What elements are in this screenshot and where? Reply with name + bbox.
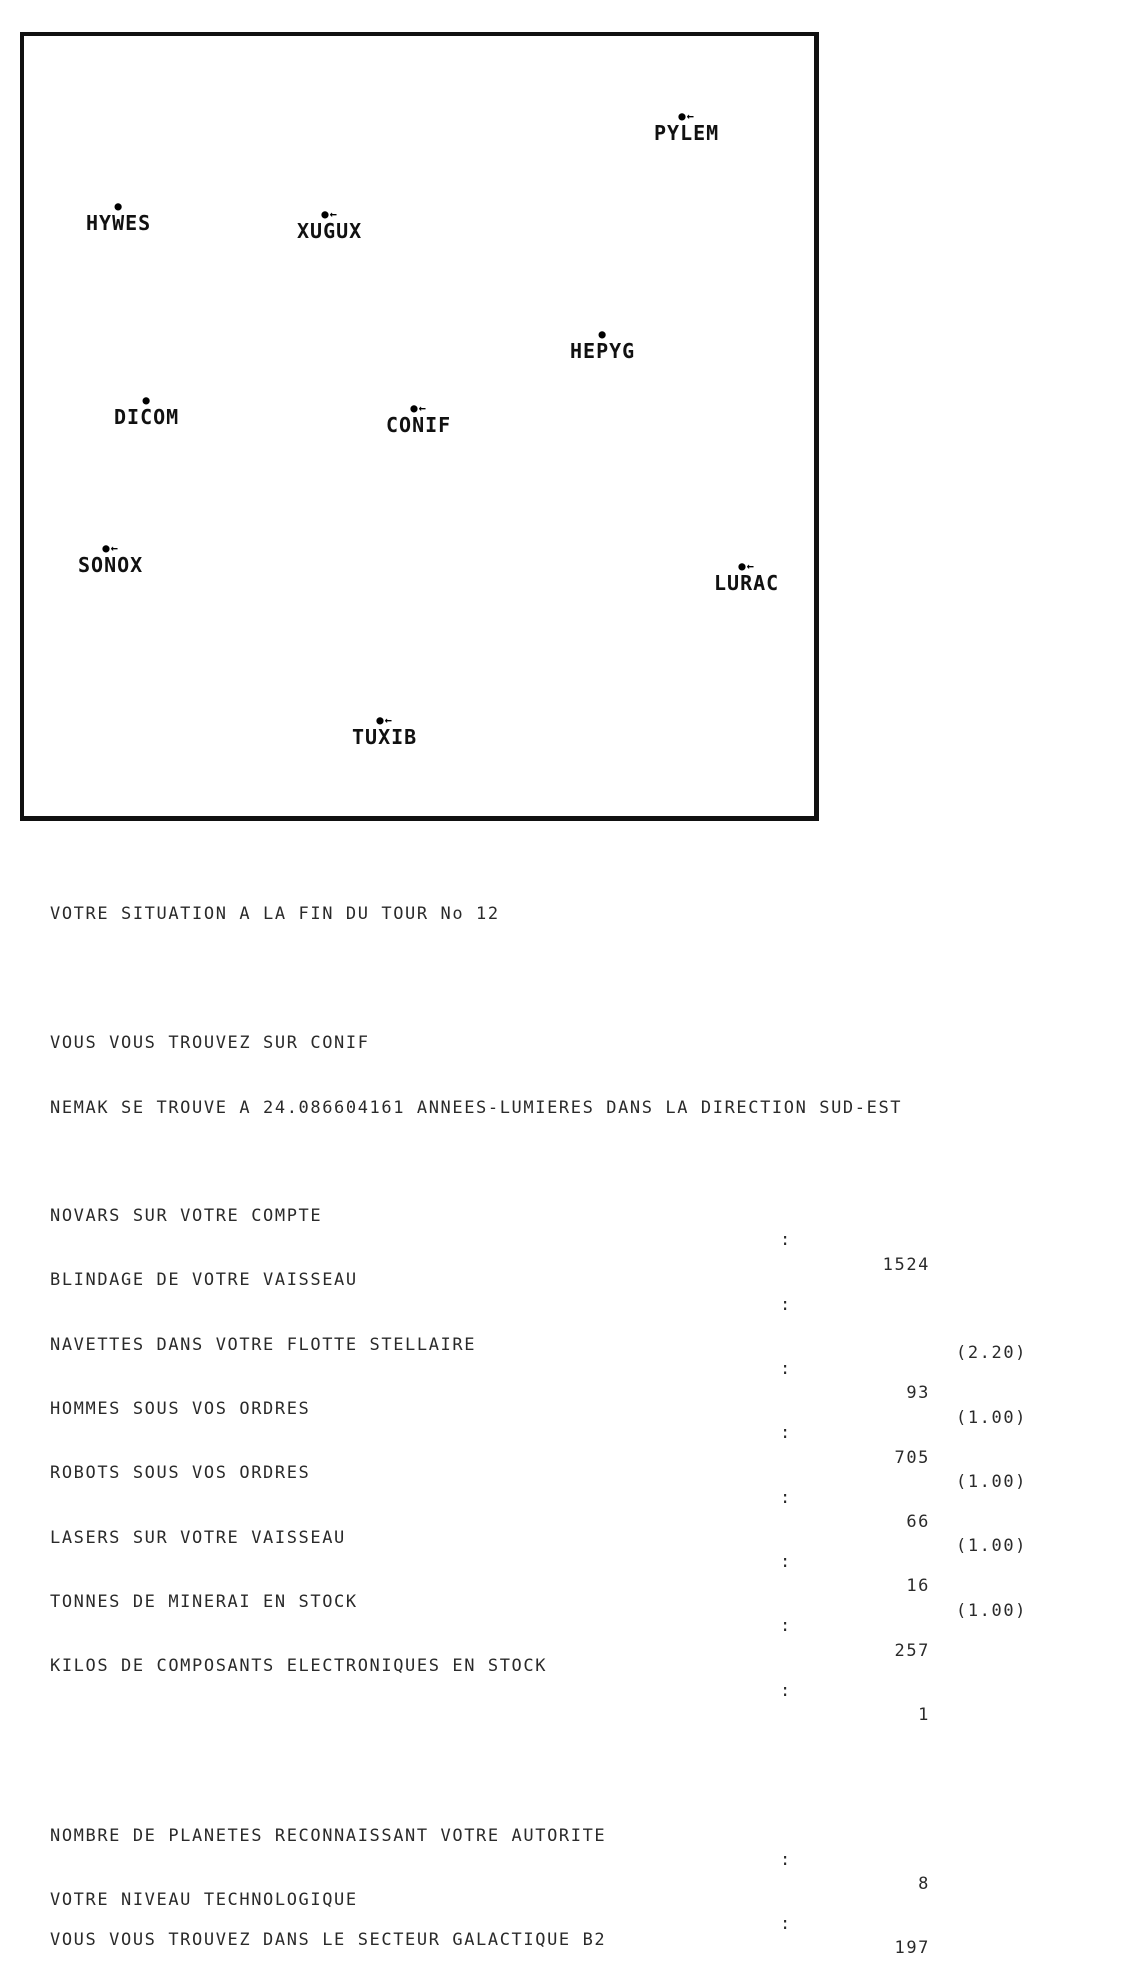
stat-separator: :: [780, 1487, 792, 1508]
stat-separator: :: [780, 1551, 792, 1572]
planet-markers-icon: ●←: [376, 713, 393, 727]
planet-markers-icon: ●: [598, 327, 607, 341]
stat-value: 705: [894, 1447, 930, 1468]
stat-separator: :: [780, 1359, 792, 1380]
planet-markers-icon: ●: [142, 393, 151, 407]
planet-name: XUGUX: [297, 219, 363, 243]
summary-value: 197: [894, 1938, 930, 1959]
planet-dicom[interactable]: [114, 394, 179, 427]
planet-markers-icon: ●←: [321, 207, 338, 221]
planet-markers-icon: ●←: [678, 109, 695, 123]
stat-separator: :: [780, 1294, 792, 1315]
planet-markers-icon: ●: [114, 199, 123, 213]
stat-row-novars: [50, 1180, 1130, 1275]
report-header: VOTRE SITUATION A LA FIN DU TOUR No 12: [50, 904, 500, 924]
galaxy-map: [20, 32, 819, 821]
stat-separator: :: [780, 1230, 792, 1251]
summary-label: VOTRE NIVEAU TECHNOLOGIQUE: [50, 1889, 358, 1910]
planet-name: SONOX: [78, 553, 144, 577]
planet-hywes[interactable]: [86, 200, 151, 233]
planet-markers-icon: ●←: [102, 541, 119, 555]
stat-factor: (1.00): [956, 1407, 1028, 1428]
summary-separator: :: [780, 1849, 792, 1870]
planet-name: PYLEM: [654, 121, 720, 145]
summary-separator: :: [780, 1914, 792, 1935]
summary-row-planetes: [50, 1799, 1130, 1895]
stat-label: KILOS DE COMPOSANTS ELECTRONIQUES EN STOCK: [50, 1656, 548, 1677]
stat-value: 257: [894, 1640, 930, 1661]
stat-value: 66: [906, 1511, 930, 1532]
planet-lurac[interactable]: [714, 560, 779, 593]
stat-value: 1: [918, 1704, 930, 1725]
planet-name: LURAC: [714, 571, 780, 595]
planet-xugux[interactable]: [297, 208, 362, 241]
planet-name: DICOM: [114, 405, 180, 429]
planet-markers-icon: ●←: [410, 401, 427, 415]
summary-label: NOMBRE DE PLANETES RECONNAISSANT VOTRE AUTORITE: [50, 1825, 607, 1846]
stat-value: 93: [906, 1383, 930, 1404]
status-report: [50, 862, 1130, 1972]
planet-conif[interactable]: [386, 402, 451, 435]
stat-separator: :: [780, 1616, 792, 1637]
stat-value: 1524: [882, 1254, 930, 1275]
planet-name: HEPYG: [570, 339, 636, 363]
galactic-sector: VOUS VOUS TROUVEZ DANS LE SECTEUR GALACTIQUE B2: [50, 1929, 607, 1950]
stat-label: ROBOTS SOUS VOS ORDRES: [50, 1463, 311, 1484]
stat-value: 16: [906, 1576, 930, 1597]
current-location: VOUS VOUS TROUVEZ SUR CONIF: [50, 1033, 370, 1054]
planet-pylem[interactable]: [654, 110, 719, 143]
stat-separator: :: [780, 1680, 792, 1701]
stat-label: TONNES DE MINERAI EN STOCK: [50, 1591, 358, 1612]
stat-factor: (1.00): [956, 1471, 1028, 1492]
planet-tuxib[interactable]: [352, 714, 417, 747]
target-distance: NEMAK SE TROUVE A 24.086604161 ANNEES-LUMIERES DANS LA DIRECTION SUD-EST: [50, 1097, 903, 1118]
stat-factor: (2.20): [956, 1343, 1028, 1364]
stat-row-composants: [50, 1630, 1130, 1725]
stat-label: HOMMES SOUS VOS ORDRES: [50, 1399, 311, 1420]
planet-name: CONIF: [386, 413, 452, 437]
stat-label: NOVARS SUR VOTRE COMPTE: [50, 1206, 323, 1227]
planet-name: HYWES: [86, 211, 152, 235]
stat-separator: :: [780, 1423, 792, 1444]
planet-name: TUXIB: [352, 725, 418, 749]
stat-label: NAVETTES DANS VOTRE FLOTTE STELLAIRE: [50, 1334, 477, 1355]
stat-factor: (1.00): [956, 1536, 1028, 1557]
stat-label: BLINDAGE DE VOTRE VAISSEAU: [50, 1270, 358, 1291]
planet-hepyg[interactable]: [570, 328, 635, 361]
stat-label: LASERS SUR VOTRE VAISSEAU: [50, 1527, 346, 1548]
planet-sonox[interactable]: [78, 542, 143, 575]
stat-factor: (1.00): [956, 1600, 1028, 1621]
summary-value: 8: [918, 1874, 930, 1895]
planet-markers-icon: ●←: [738, 559, 755, 573]
